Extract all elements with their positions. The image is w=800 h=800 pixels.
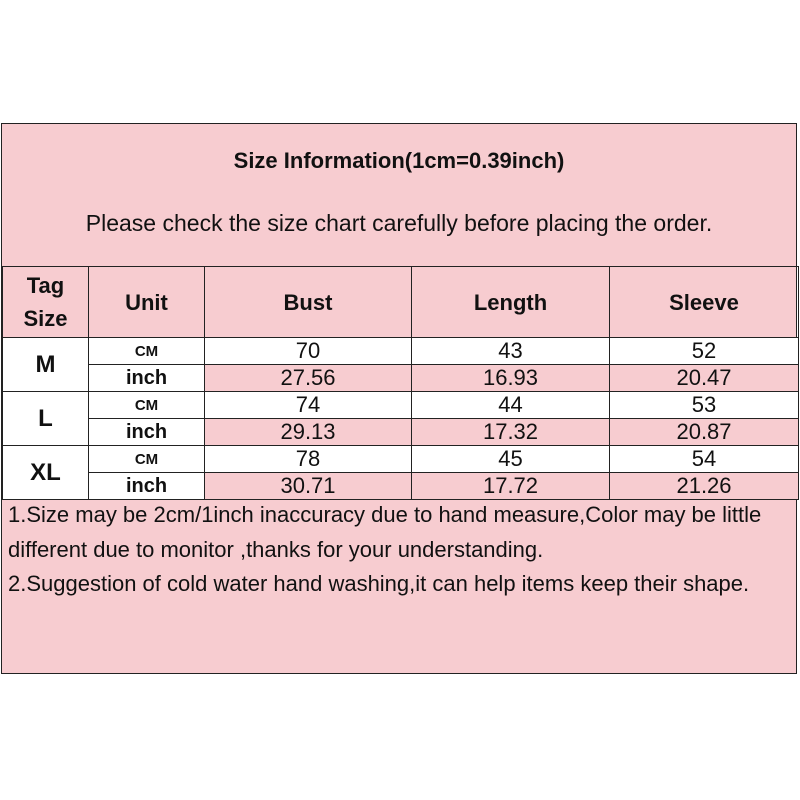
chart-subtitle: Please check the size chart carefully before placing the order. xyxy=(85,210,713,236)
table-row xyxy=(3,338,799,365)
bust-cell: 70 xyxy=(205,338,412,365)
size-label: XL xyxy=(3,446,89,500)
header-length: Length xyxy=(412,267,610,338)
length-cell: 17.72 xyxy=(412,473,610,500)
header-bust: Bust xyxy=(205,267,412,338)
length-cell: 45 xyxy=(412,446,610,473)
sleeve-cell: 20.47 xyxy=(610,365,799,392)
unit-cell: CM xyxy=(89,392,205,419)
header-tag-size xyxy=(3,267,89,338)
table-header-row xyxy=(3,267,799,338)
length-cell: 44 xyxy=(412,392,610,419)
header-unit: Unit xyxy=(89,267,205,338)
bust-cell: 78 xyxy=(205,446,412,473)
bust-cell: 30.71 xyxy=(205,473,412,500)
header-tag-line1: Tag xyxy=(26,273,65,298)
table-row xyxy=(3,446,799,473)
header-sleeve: Sleeve xyxy=(610,267,799,338)
sleeve-cell: 20.87 xyxy=(610,419,799,446)
size-label: L xyxy=(3,392,89,446)
table-row xyxy=(3,392,799,419)
bust-cell: 74 xyxy=(205,392,412,419)
table-row xyxy=(3,419,799,446)
size-table xyxy=(2,266,799,500)
unit-cell: CM xyxy=(89,446,205,473)
bust-cell: 29.13 xyxy=(205,419,412,446)
note-item: 2.Suggestion of cold water hand washing,it can help items keep their shape. xyxy=(8,571,750,596)
sleeve-cell: 52 xyxy=(610,338,799,365)
length-cell: 43 xyxy=(412,338,610,365)
length-cell: 16.93 xyxy=(412,365,610,392)
unit-cell: CM xyxy=(89,338,205,365)
size-label: M xyxy=(3,338,89,392)
sleeve-cell: 53 xyxy=(610,392,799,419)
table-row xyxy=(3,473,799,500)
header-tag-line2: Size xyxy=(23,306,68,331)
unit-cell: inch xyxy=(89,473,205,500)
note-item: 1.Size may be 2cm/1inch inaccuracy due to hand measure,Color may be little different due to monitor ,thanks for your understanding. xyxy=(8,502,762,562)
sleeve-cell: 54 xyxy=(610,446,799,473)
size-chart xyxy=(1,123,797,674)
bust-cell: 27.56 xyxy=(205,365,412,392)
chart-title: Size Information(1cm=0.39inch) xyxy=(233,148,565,173)
table-row xyxy=(3,365,799,392)
chart-header xyxy=(2,124,796,266)
unit-cell: inch xyxy=(89,365,205,392)
sleeve-cell: 21.26 xyxy=(610,473,799,500)
length-cell: 17.32 xyxy=(412,419,610,446)
unit-cell: inch xyxy=(89,419,205,446)
notes-section xyxy=(8,498,788,602)
